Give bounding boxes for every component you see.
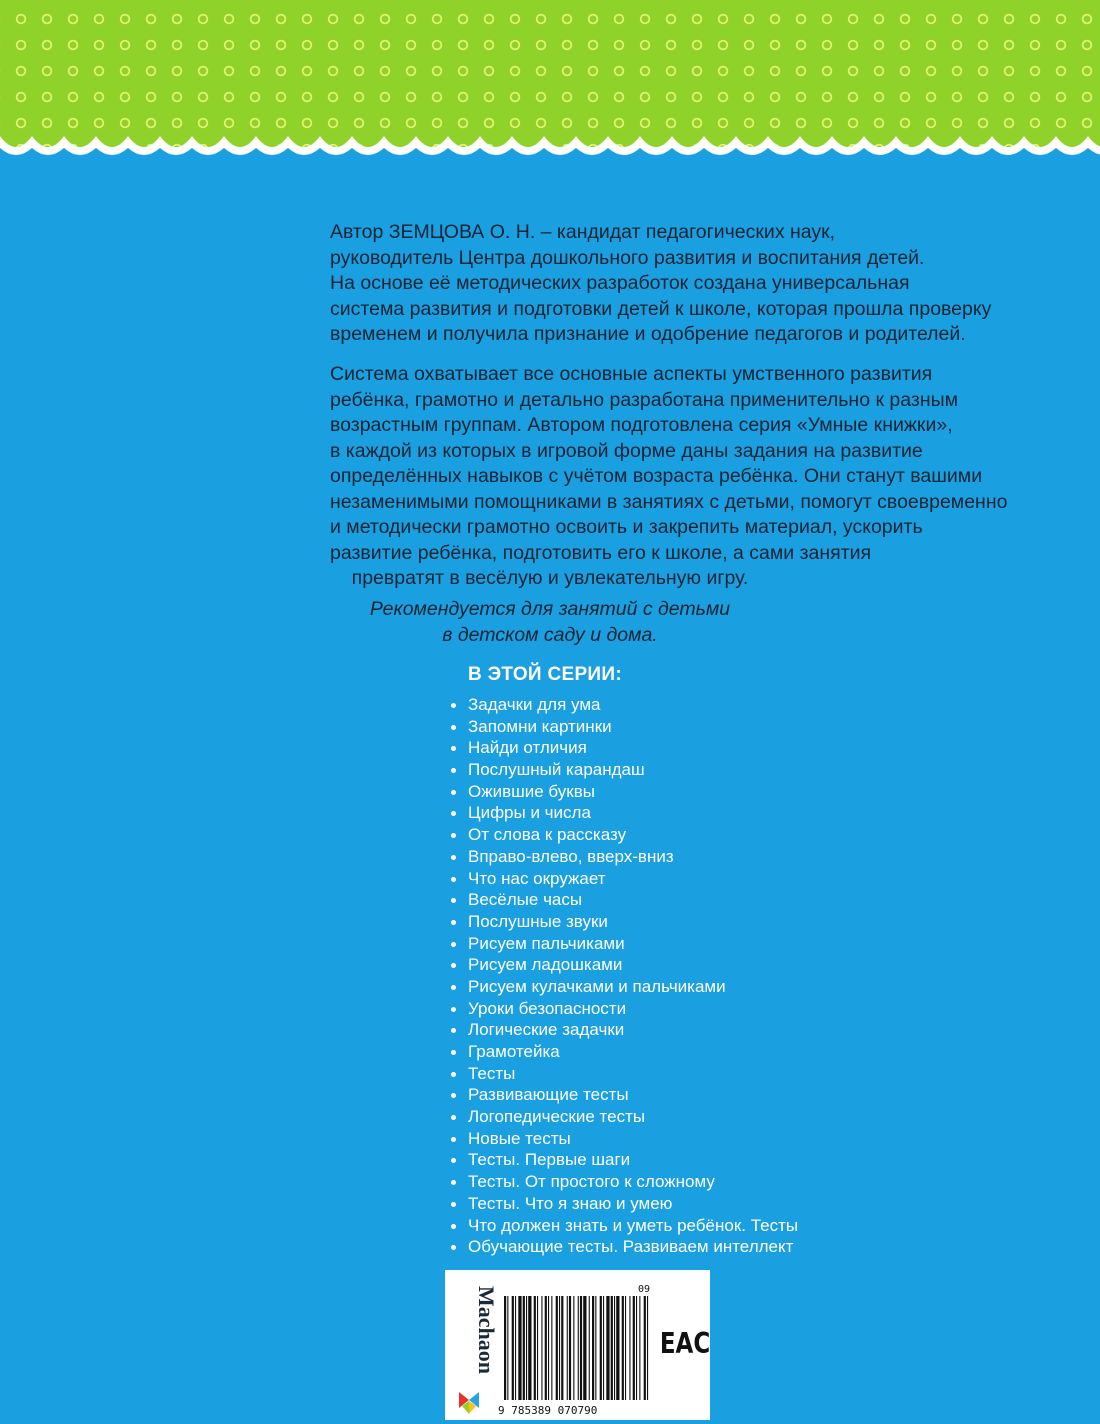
series-item: Вправо-влево, вверх-вниз: [450, 846, 798, 868]
barcode-bar: [639, 1296, 640, 1400]
barcode-bar: [592, 1296, 594, 1400]
text-line: возрастным группам. Автором подготовлена серия «Умные книжки»,: [330, 414, 953, 436]
barcode-bar: [567, 1296, 568, 1400]
text-line: временем и получила признание и одобрение педагогов и родителей.: [330, 323, 966, 345]
barcode-bar: [561, 1296, 563, 1400]
eac-certification-mark: [659, 1322, 711, 1362]
barcode-bar: [629, 1296, 630, 1400]
barcode-bar: [573, 1296, 574, 1400]
system-paragraph: [330, 362, 1008, 592]
barcode-bar: [625, 1296, 626, 1400]
text-line: руководитель Центра дошкольного развития и воспитания детей.: [330, 246, 925, 269]
series-list: [450, 694, 798, 1258]
barcode-bar: [504, 1296, 506, 1400]
author-paragraph: [330, 220, 992, 348]
text-line: система развития и подготовки детей к школе, которая прошла проверку: [330, 297, 992, 320]
series-item: Что должен знать и уметь ребёнок. Тесты: [450, 1215, 798, 1237]
text-line: ребёнка, грамотно и детально разработана применительно к разным: [330, 388, 959, 411]
barcode-bar: [606, 1296, 609, 1400]
text-line: в каждой из которых в игровой форме даны задания на развитие: [330, 439, 923, 462]
series-item: Обучающие тесты. Развиваем интеллект: [450, 1236, 798, 1258]
series-heading: В ЭТОЙ СЕРИИ:: [468, 664, 622, 685]
series-item: Новые тесты: [450, 1128, 798, 1150]
barcode-bar: [523, 1296, 525, 1400]
barcode-number: 9 785389 070790: [498, 1404, 598, 1417]
text-line: развитие ребёнка, подготовить его к школе, а сами занятия: [330, 541, 872, 564]
barcode-bar: [548, 1296, 549, 1400]
barcode-bar: [647, 1296, 648, 1400]
barcode-bar: [537, 1296, 538, 1400]
text-line: определённых навыков с учётом возраста ребёнка. Они станут вашими: [330, 465, 983, 487]
barcode-bar: [528, 1296, 531, 1400]
barcode-bar: [644, 1296, 646, 1400]
series-item: Тесты. Первые шаги: [450, 1149, 798, 1171]
barcode-bar: [583, 1296, 586, 1400]
series-item: Найди отличия: [450, 737, 798, 759]
barcode-addon: 09: [637, 1284, 650, 1295]
barcode-bar: [603, 1296, 604, 1400]
series-item: Тесты. От простого к сложному: [450, 1171, 798, 1193]
text-line: Автор ЗЕМЦОВА О. Н. – кандидат педагогических наук,: [330, 221, 836, 243]
barcode-bar: [534, 1296, 536, 1400]
barcode-bar: [633, 1296, 635, 1400]
barcode-bar: [589, 1296, 590, 1400]
barcode-bar: [616, 1296, 619, 1400]
barcode-bar: [595, 1296, 596, 1400]
barcode-bar: [614, 1296, 615, 1400]
wavy-white-border: [0, 128, 1100, 188]
barcode-bar: [556, 1296, 558, 1400]
barcode-bar: [515, 1296, 516, 1400]
publisher-name: Machaon: [474, 1286, 499, 1374]
series-item: Уроки безопасности: [450, 998, 798, 1020]
series-item: Логопедические тесты: [450, 1106, 798, 1128]
text-line: незаменимыми помощниками в занятиях с детьми, помогут своевременно: [330, 490, 1008, 513]
barcode-bar: [526, 1296, 527, 1400]
certification-mark-text: EAC: [659, 1327, 711, 1361]
text-line: и методически грамотно освоить и закрепить материал, ускорить: [330, 516, 923, 538]
publisher-logo: [455, 1278, 499, 1418]
series-item: Грамотейка: [450, 1041, 798, 1063]
series-item: Рисуем кулачками и пальчиками: [450, 976, 798, 998]
series-item: Рисуем пальчиками: [450, 933, 798, 955]
barcode-bar: [622, 1296, 624, 1400]
text-line: превратят в весёлую и увлекательную игру.: [351, 567, 749, 589]
series-item: Рисуем ладошками: [450, 954, 798, 976]
barcode-bar: [569, 1296, 571, 1400]
barcode-bar: [541, 1296, 542, 1400]
barcode-bar: [551, 1296, 552, 1400]
barcode-bar: [518, 1296, 521, 1400]
series-item: Тесты. Что я знаю и умею: [450, 1193, 798, 1215]
series-item: Задачки для ума: [450, 694, 798, 716]
text-line: Рекомендуется для занятий с детьми: [369, 598, 731, 620]
barcode-bar: [636, 1296, 637, 1400]
series-item: Весёлые часы: [450, 889, 798, 911]
barcode-bar: [507, 1296, 508, 1400]
barcode-bar: [600, 1296, 602, 1400]
text-line: Система охватывает все основные аспекты умственного развития: [330, 363, 933, 385]
text-line: в детском саду и дома.: [442, 623, 658, 646]
series-item: Запомни картинки: [450, 716, 798, 738]
series-item: Развивающие тесты: [450, 1084, 798, 1106]
series-item: Что нас окружает: [450, 868, 798, 890]
barcode-bar: [578, 1296, 579, 1400]
barcode-bar: [545, 1296, 547, 1400]
series-item: Цифры и числа: [450, 802, 798, 824]
series-item: Логические задачки: [450, 1019, 798, 1041]
series-item: Ожившие буквы: [450, 781, 798, 803]
text-line: На основе её методических разработок создана универсальная: [330, 272, 910, 294]
series-item: Послушные звуки: [450, 911, 798, 933]
series-item: Тесты: [450, 1063, 798, 1085]
butterfly-icon: [459, 1392, 479, 1414]
series-item: От слова к рассказу: [450, 824, 798, 846]
barcode-bar: [580, 1296, 582, 1400]
recommendation-note: [330, 597, 770, 648]
barcode-bar: [559, 1296, 560, 1400]
isbn-barcode: [498, 1282, 656, 1420]
series-item: Послушный карандаш: [450, 759, 798, 781]
barcode-bar: [611, 1296, 613, 1400]
barcode-bar: [512, 1296, 514, 1400]
